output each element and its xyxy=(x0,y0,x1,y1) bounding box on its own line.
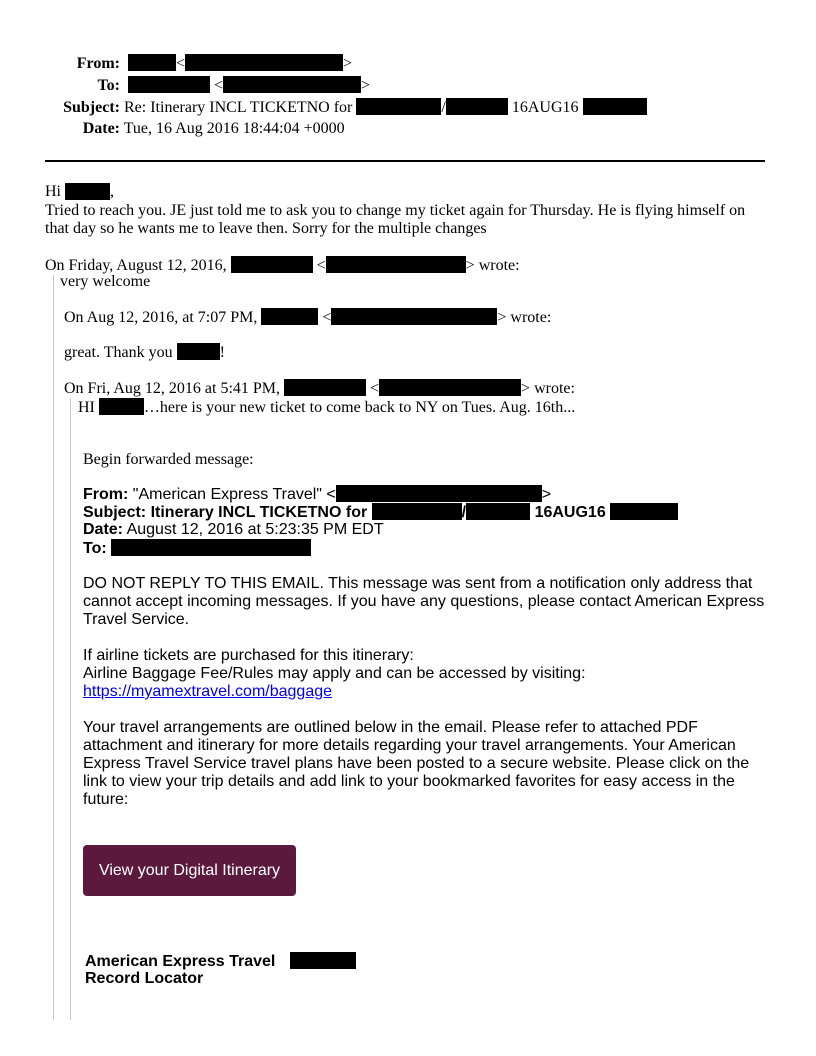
quote2-prefix: On Aug 12, 2016, at 7:07 PM, xyxy=(64,309,258,326)
lt: < xyxy=(322,309,332,326)
quote3-prefix: On Fri, Aug 12, 2016 at 5:41 PM, xyxy=(64,380,281,397)
redacted-to-name xyxy=(128,76,210,93)
header-subject-row xyxy=(0,98,647,117)
fwd-subject-label: Subject: xyxy=(83,504,147,521)
redacted-from-email xyxy=(185,54,343,71)
view-digital-itinerary-label: View your Digital Itinerary xyxy=(98,861,281,879)
redacted-subject-1 xyxy=(356,98,441,115)
redacted-to-email xyxy=(223,76,361,93)
date-value: Tue, 16 Aug 2016 18:44:04 +0000 xyxy=(123,120,345,137)
fwd-to-label: To: xyxy=(83,540,107,557)
header-date-row xyxy=(0,120,345,138)
redacted-quote1-name xyxy=(231,256,313,273)
quote2-wrote: > wrote: xyxy=(497,309,552,326)
redacted-from-name xyxy=(128,54,176,71)
subject-slash: / xyxy=(441,99,446,116)
quote3-text: …here is your new ticket to come back to NY on Tues. Aug. 16th... xyxy=(143,399,576,416)
redacted-record-locator xyxy=(290,952,356,969)
to-label: To: xyxy=(97,77,120,94)
record-locator-line1 xyxy=(85,952,356,971)
gt: > xyxy=(343,55,353,72)
baggage-link[interactable]: https://myamextravel.com/baggage xyxy=(83,683,333,700)
forwarded-begin: Begin forwarded message: xyxy=(83,451,254,468)
redacted-fwd-subject-1 xyxy=(372,503,462,520)
quote1-prefix: On Friday, August 12, 2016, xyxy=(45,257,227,274)
redacted-subject-2 xyxy=(446,98,508,115)
fwd-from-label: From: xyxy=(83,486,129,503)
gt: > xyxy=(361,77,371,94)
greeting-comma: , xyxy=(110,183,114,200)
redacted-quote2-thanks-name xyxy=(177,343,220,360)
fwd-subject-row xyxy=(83,503,678,522)
redacted-fwd-to xyxy=(111,539,311,556)
redacted-subject-3 xyxy=(583,98,647,115)
quote1-wrote: > wrote: xyxy=(465,257,520,274)
fwd-arrangements: Your travel arrangements are outlined below in the email. Please refer to attached PDF attachment and itinerary for more details regarding your travel arrangements. Your American Express Travel Service travel plans have been posted to a secure website. Please click on the link to view your trip details and add link to your bookmarked favorites for easy access in the future: xyxy=(83,719,750,808)
lt: < xyxy=(316,257,326,274)
subject-prefix: Re: Itinerary INCL TICKETNO for xyxy=(124,99,353,116)
quote-bar-1 xyxy=(53,275,54,1020)
redacted-quote3-name xyxy=(284,379,366,396)
redacted-fwd-subject-2 xyxy=(466,503,530,520)
view-digital-itinerary-button[interactable] xyxy=(83,845,296,896)
fwd-airline-line1: If airline tickets are purchased for this itinerary: xyxy=(83,647,414,664)
quote2-text-end: ! xyxy=(219,344,225,361)
redacted-quote2-email xyxy=(331,308,497,325)
greeting xyxy=(45,183,114,201)
fwd-subject-slash: / xyxy=(461,504,467,521)
quote3-attribution xyxy=(64,379,575,398)
quote2-attribution xyxy=(64,308,551,327)
fwd-from-value: "American Express Travel" < xyxy=(132,486,336,503)
fwd-to-row xyxy=(83,539,311,558)
from-label: From: xyxy=(76,55,120,72)
header-to-row xyxy=(0,76,370,95)
lt: < xyxy=(214,77,224,94)
fwd-subject-value: Itinerary INCL TICKETNO for xyxy=(150,504,368,521)
subject-date: 16AUG16 xyxy=(511,99,579,116)
quote2-text-row xyxy=(64,343,225,362)
fwd-date-label: Date: xyxy=(83,521,124,538)
fwd-subject-date: 16AUG16 xyxy=(534,504,606,521)
greeting-text: Hi xyxy=(45,183,61,200)
quote3-hi: HI xyxy=(78,399,95,416)
redacted-fwd-subject-3 xyxy=(610,503,678,520)
record-line1-text: American Express Travel xyxy=(85,953,276,970)
body-text: Tried to reach you. JE just told me to ask you to change my ticket again for Thursday. He is flying himself on that day so he wants me to leave then. Sorry for the multiple changes xyxy=(45,202,746,237)
fwd-notice: DO NOT REPLY TO THIS EMAIL. This message was sent from a notification only address that cannot accept incoming messages. If you have any questions, please contact American Express Travel Service. xyxy=(83,575,765,628)
fwd-date-value: August 12, 2016 at 5:23:35 PM EDT xyxy=(126,521,384,538)
header-from-row xyxy=(0,54,352,73)
lt: < xyxy=(176,55,186,72)
redacted-fwd-from-email xyxy=(336,485,542,502)
lt: < xyxy=(370,380,380,397)
redacted-quote3-email xyxy=(379,379,521,396)
header-divider xyxy=(45,160,765,162)
fwd-from-end: > xyxy=(541,486,552,503)
quote2-text: great. Thank you xyxy=(64,344,173,361)
date-label: Date: xyxy=(82,120,120,137)
record-locator-line2: Record Locator xyxy=(85,970,204,987)
subject-label: Subject: xyxy=(63,99,120,116)
redacted-quote1-email xyxy=(326,256,466,273)
fwd-from-row xyxy=(83,485,551,504)
quote3-wrote: > wrote: xyxy=(521,380,575,397)
redacted-quote3-hi-name xyxy=(99,398,144,415)
redacted-greeting-name xyxy=(65,183,110,200)
redacted-quote2-name xyxy=(261,308,318,325)
quote-bar-2 xyxy=(70,398,71,1020)
quote3-text-row xyxy=(78,398,575,417)
fwd-date-row xyxy=(83,521,384,539)
fwd-airline-line2: Airline Baggage Fee/Rules may apply and can be accessed by visiting: xyxy=(83,665,586,682)
fwd-baggage-link-row xyxy=(83,683,332,701)
quote1-text: very welcome xyxy=(60,273,151,290)
